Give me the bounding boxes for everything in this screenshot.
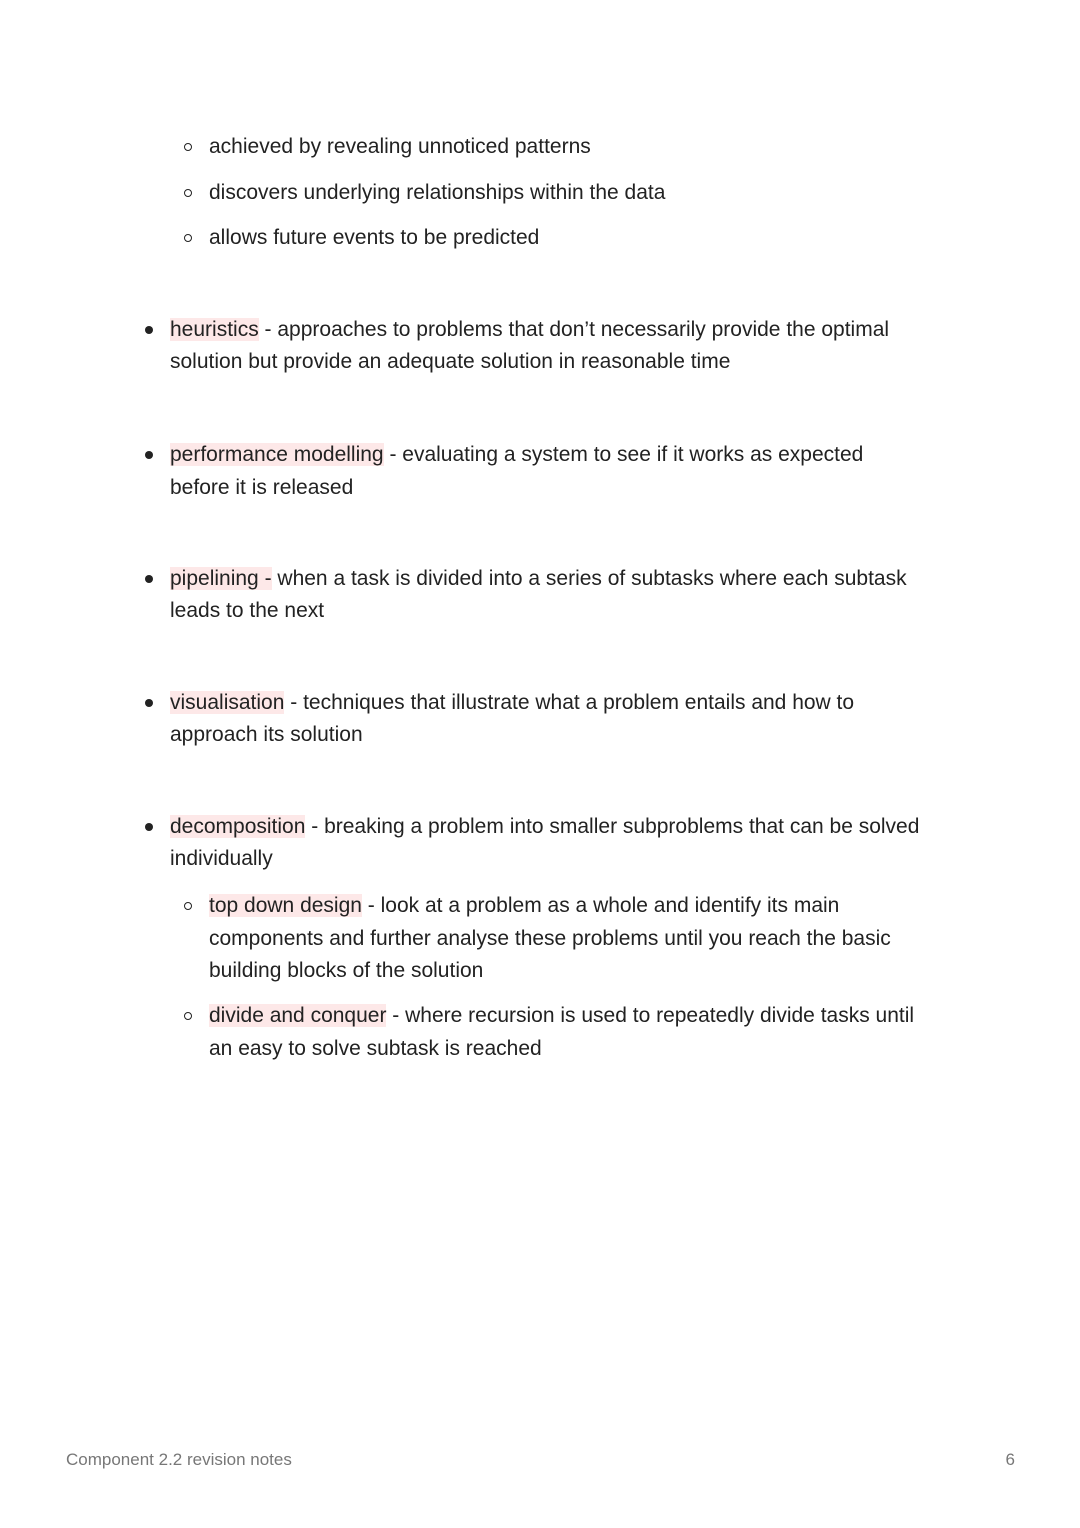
term-visualisation-line2: approach its solution xyxy=(170,723,363,746)
sub-item-relationships: discovers underlying relationships within the data xyxy=(209,181,666,204)
hollow-bullet-icon xyxy=(184,176,192,209)
term-divide-and-conquer-line2: an easy to solve subtask is reached xyxy=(209,1037,542,1060)
sub-item-patterns: achieved by revealing unnoticed patterns xyxy=(209,135,591,158)
term-decomposition-definition: - breaking a problem into smaller subproblems that can be solved xyxy=(305,815,920,838)
term-performance-modelling-definition: - evaluating a system to see if it works as expected xyxy=(383,443,864,466)
term-top-down-design-line3: building blocks of the solution xyxy=(209,959,484,982)
term-heuristics-line2: solution but provide an adequate solution in reasonable time xyxy=(170,350,731,373)
term-pipelining-line1 xyxy=(170,562,907,595)
term-visualisation-definition: - techniques that illustrate what a problem entails and how to xyxy=(284,691,855,714)
term-divide-and-conquer-line1 xyxy=(209,999,914,1032)
term-performance-modelling-line2: before it is released xyxy=(170,476,354,499)
term-pipelining-definition: when a task is divided into a series of subtasks where each subtask xyxy=(271,567,907,590)
term-decomposition-line1 xyxy=(170,810,919,843)
term-heuristics-line1 xyxy=(170,313,889,346)
term-pipelining: pipelining - xyxy=(170,567,272,590)
term-top-down-design-line1 xyxy=(209,889,839,922)
term-performance-modelling: performance modelling xyxy=(170,443,384,466)
hollow-bullet-icon xyxy=(184,221,192,254)
term-visualisation-line1 xyxy=(170,686,854,719)
footer-title: Component 2.2 revision notes xyxy=(66,1450,292,1469)
term-decomposition-line2: individually xyxy=(170,847,273,870)
hollow-bullet-icon xyxy=(184,889,192,922)
filled-bullet-icon xyxy=(145,562,153,595)
filled-bullet-icon xyxy=(145,686,153,719)
term-visualisation: visualisation xyxy=(170,691,285,714)
filled-bullet-icon xyxy=(145,313,153,346)
term-performance-modelling-line1 xyxy=(170,438,863,471)
hollow-bullet-icon xyxy=(184,130,192,163)
term-pipelining-line2: leads to the next xyxy=(170,599,325,622)
page-number: 6 xyxy=(1005,1450,1015,1469)
term-divide-and-conquer: divide and conquer xyxy=(209,1004,387,1027)
term-heuristics: heuristics xyxy=(170,318,259,341)
filled-bullet-icon xyxy=(145,810,153,843)
term-divide-and-conquer-definition: - where recursion is used to repeatedly divide tasks until xyxy=(386,1004,915,1027)
hollow-bullet-icon xyxy=(184,999,192,1032)
term-decomposition: decomposition xyxy=(170,815,306,838)
term-top-down-design-line2: components and further analyse these problems until you reach the basic xyxy=(209,927,891,950)
term-top-down-design: top down design xyxy=(209,894,362,917)
term-top-down-design-definition: - look at a problem as a whole and identify its main xyxy=(361,894,840,917)
term-heuristics-definition: - approaches to problems that don’t necessarily provide the optimal xyxy=(258,318,890,341)
sub-item-predicted: allows future events to be predicted xyxy=(209,226,540,249)
filled-bullet-icon xyxy=(145,438,153,471)
